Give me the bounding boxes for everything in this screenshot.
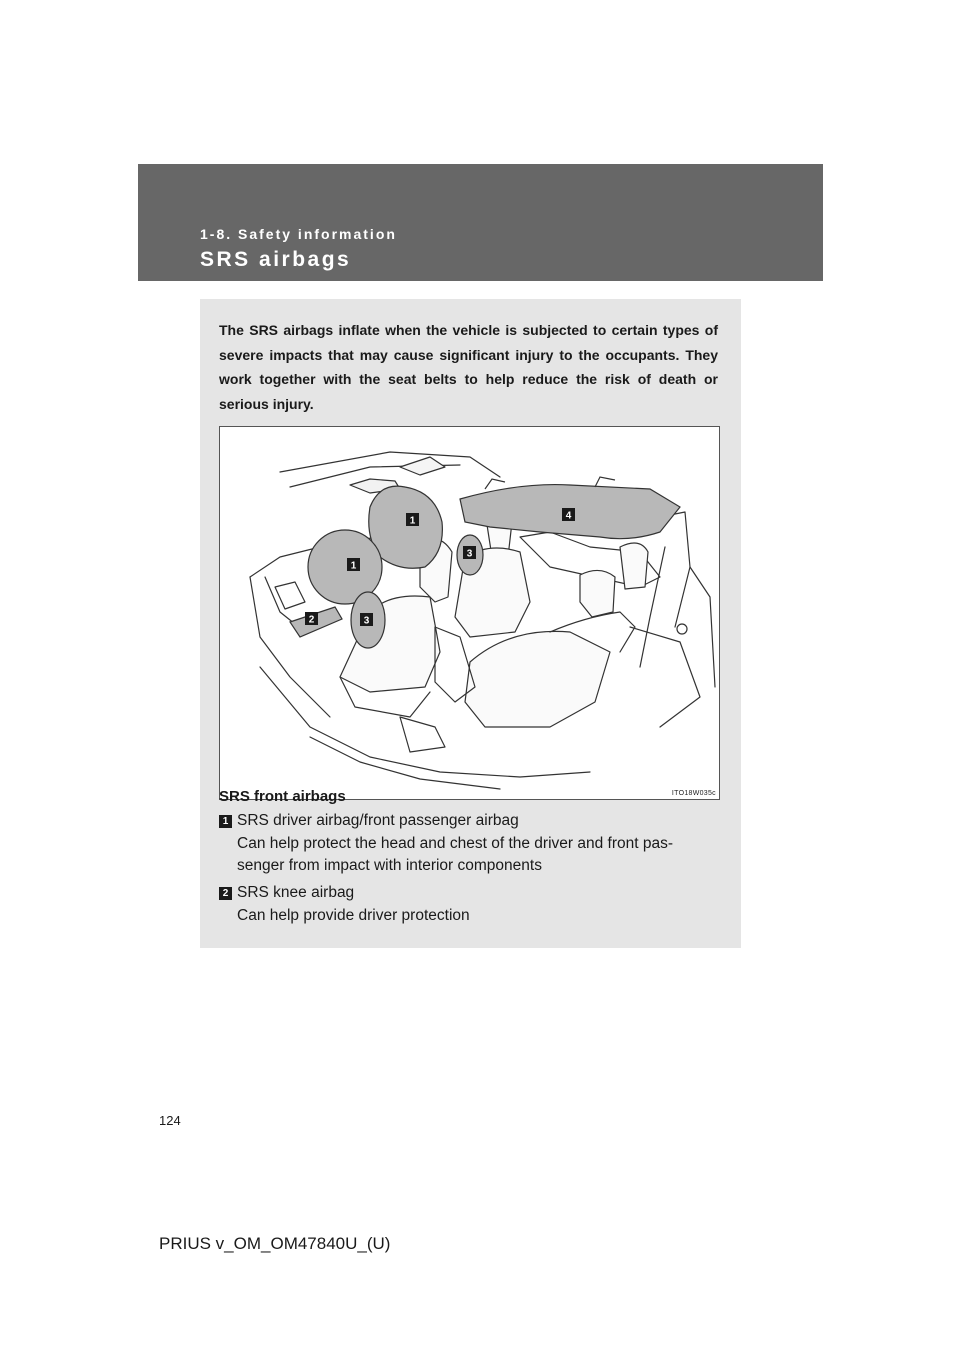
- list-item: [219, 882, 729, 927]
- callout-1b: 1: [350, 560, 357, 572]
- airbag-illustration: [219, 426, 720, 800]
- callout-1a: 1: [409, 515, 416, 527]
- content-panel: [200, 299, 741, 948]
- item-title: SRS knee airbag: [237, 884, 355, 901]
- page-number: 124: [159, 1113, 181, 1128]
- item-title: SRS driver airbag/front passenger airbag: [237, 812, 519, 829]
- page-title: SRS airbags: [200, 248, 352, 271]
- subheading-front-airbags: SRS front airbags: [219, 788, 346, 805]
- callout-4: 4: [565, 510, 572, 522]
- section-header: [138, 164, 823, 281]
- list-item: [219, 810, 729, 878]
- section-label: 1-8. Safety information: [200, 226, 397, 242]
- document-code: PRIUS v_OM_OM47840U_(U): [159, 1234, 391, 1253]
- item-description-line: Can help provide driver protection: [237, 906, 470, 924]
- callout-3b: 3: [363, 615, 370, 627]
- item-description-line: senger from impact with interior components: [237, 857, 542, 874]
- item-number-badge: 1: [219, 815, 232, 828]
- intro-paragraph: The SRS airbags inflate when the vehicle is subjected to certain types of severe impacts that may cause significant injury to the occupants. They work together with the seat belts to help reduce the risk of death or serious injury.: [219, 322, 718, 412]
- item-number-badge: 2: [219, 887, 232, 900]
- item-description-line: Can help protect the head and chest of the driver and front pas-: [237, 834, 673, 852]
- figure-code: ITO18W035c: [671, 790, 716, 797]
- car-interior-drawing: [220, 427, 719, 799]
- callout-2: 2: [308, 614, 315, 626]
- callout-3a: 3: [466, 548, 473, 560]
